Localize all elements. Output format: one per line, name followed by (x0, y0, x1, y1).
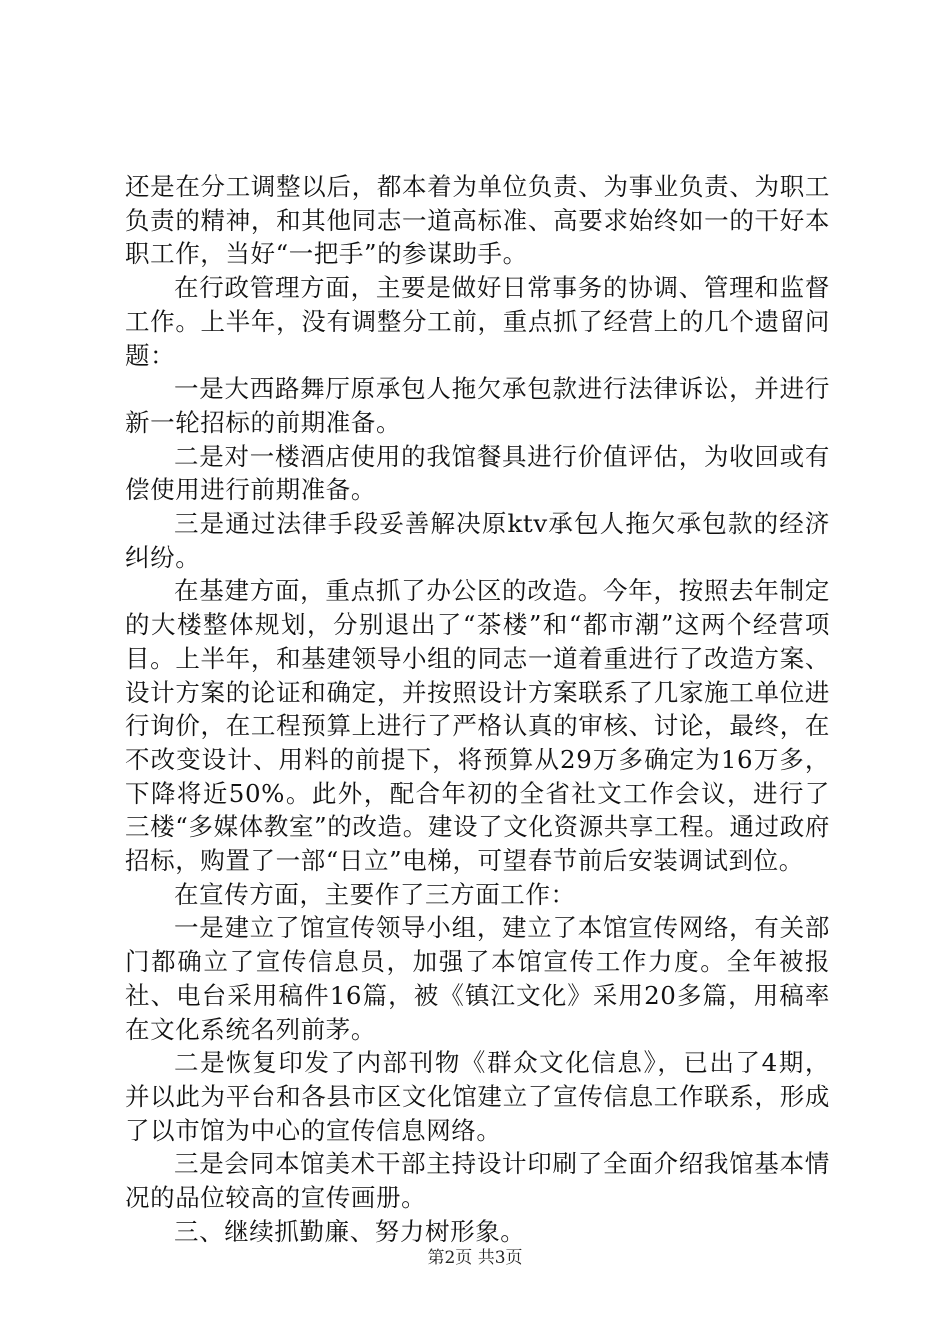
paragraph-6: 在基建方面，重点抓了办公区的改造。今年，按照去年制定的大楼整体规划，分别退出了“茶楼”和“都市潮”这两个经营项目。上半年，和基建领导小组的同志一道着重进行了改造方案、设计方案的论证和确定，并按照设计方案联系了几家施工单位进行询价，在工程预算上进行了严格认真的审核、讨论，最终，在不改变设计、用料的前提下，将预算从29万多确定为16万多，下降将近50%。此外，配合年初的全省社文工作会议，进行了三楼“多媒体教室”的改造。建设了文化资源共享工程。通过政府招标，购置了一部“日立”电梯，可望春节前后安装调试到位。 (125, 576, 830, 876)
paragraph-1: 还是在分工调整以后，都本着为单位负责、为事业负责、为职工负责的精神，和其他同志一道高标准、高要求始终如一的干好本职工作，当好“一把手”的参谋助手。 (125, 172, 830, 269)
document-body (125, 170, 830, 1249)
paragraph-3: 一是大西路舞厅原承包人拖欠承包款进行法律诉讼，并进行新一轮招标的前期准备。 (125, 374, 830, 437)
paragraph-2: 在行政管理方面，主要是做好日常事务的协调、管理和监督工作。上半年，没有调整分工前，重点抓了经营上的几个遗留问题： (125, 273, 830, 370)
section-heading: 三、继续抓勤廉、努力树形象。 (174, 1216, 526, 1246)
paragraph-8: 一是建立了馆宣传领导小组，建立了本馆宣传网络，有关部门都确立了宣传信息员，加强了本馆宣传工作力度。全年被报社、电台采用稿件16篇，被《镇江文化》采用20多篇，用稿率在文化系统名列前茅。 (125, 913, 830, 1044)
paragraph-10: 三是会同本馆美术干部主持设计印刷了全面介绍我馆基本情况的品位较高的宣传画册。 (125, 1149, 830, 1213)
paragraph-7: 在宣传方面，主要作了三方面工作： (174, 879, 576, 909)
page-number-footer: 第2页 共3页 (427, 1248, 523, 1268)
paragraph-9: 二是恢复印发了内部刊物《群众文化信息》，已出了4期，并以此为平台和各县市区文化馆建立了宣传信息工作联系，形成了以市馆为中心的宣传信息网络。 (125, 1048, 830, 1145)
paragraph-5: 三是通过法律手段妥善解决原ktv承包人拖欠承包款的经济纠纷。 (125, 509, 830, 572)
paragraph-4: 二是对一楼酒店使用的我馆餐具进行价值评估，为收回或有偿使用进行前期准备。 (125, 441, 830, 505)
